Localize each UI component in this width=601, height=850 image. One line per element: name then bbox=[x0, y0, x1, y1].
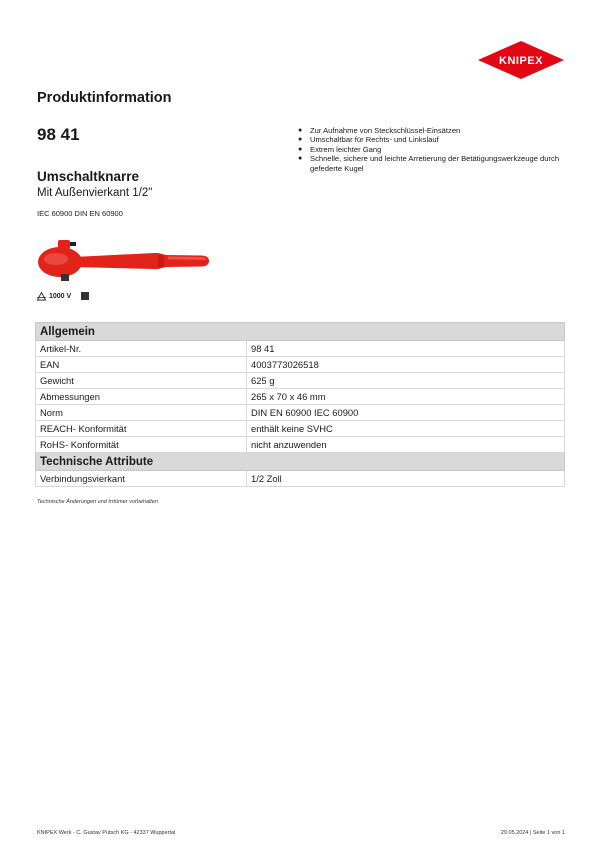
section-title: Allgemein bbox=[36, 323, 565, 341]
row-label: Verbindungsvierkant bbox=[36, 471, 247, 487]
gs-mark-icon bbox=[81, 292, 89, 300]
product-image bbox=[34, 236, 210, 284]
product-name: Umschaltknarre bbox=[37, 169, 140, 184]
feature-item bbox=[296, 145, 566, 154]
table-row bbox=[36, 437, 565, 453]
row-value: enthält keine SVHC bbox=[247, 421, 565, 437]
product-number: 98 41 bbox=[37, 125, 80, 144]
product-norm: IEC 60900 DIN EN 60900 bbox=[37, 209, 123, 218]
section-header bbox=[36, 323, 565, 341]
section-title: Technische Attribute bbox=[36, 453, 565, 471]
product-subtitle: Mit Außenvierkant 1/2" bbox=[37, 187, 153, 199]
knipex-logo-text: KNIPEX bbox=[499, 55, 543, 67]
page-heading: Produktinformation bbox=[37, 90, 172, 106]
row-label: RoHS- Konformität bbox=[36, 437, 247, 453]
voltage-label: 1000 V bbox=[49, 292, 72, 300]
row-value: 625 g bbox=[247, 373, 565, 389]
row-value: 1/2 Zoll bbox=[247, 471, 565, 487]
feature-item bbox=[296, 126, 566, 135]
row-label: Abmessungen bbox=[36, 389, 247, 405]
section-header bbox=[36, 453, 565, 471]
row-value: nicht anzuwenden bbox=[247, 437, 565, 453]
row-value: DIN EN 60900 IEC 60900 bbox=[247, 405, 565, 421]
row-value: 4003773026518 bbox=[247, 357, 565, 373]
footer-company: KNIPEX Werk - C. Gustav Putsch KG - 42337 Wuppertal bbox=[37, 830, 176, 836]
table-row bbox=[36, 421, 565, 437]
table-row bbox=[36, 471, 565, 487]
knipex-logo bbox=[477, 40, 565, 80]
feature-item bbox=[296, 154, 566, 173]
table-row bbox=[36, 373, 565, 389]
disclaimer: Technische Änderungen und Irrtümer vorbehalten bbox=[37, 499, 158, 505]
feature-text: Zur Aufnahme von Steckschlüssel-Einsätzen bbox=[310, 126, 461, 135]
row-label: EAN bbox=[36, 357, 247, 373]
bullet-icon: ● bbox=[298, 136, 303, 144]
row-label: REACH- Konformität bbox=[36, 421, 247, 437]
row-label: Gewicht bbox=[36, 373, 247, 389]
knipex-logo-graphic bbox=[477, 40, 565, 80]
row-value: 98 41 bbox=[247, 341, 565, 357]
feature-text: Schnelle, sichere und leichte Arretierung der Betätigungswerkzeuge durch gefederte Kugel bbox=[310, 154, 560, 173]
feature-list bbox=[296, 126, 566, 173]
insulation-symbol-icon bbox=[37, 292, 46, 301]
ratchet-icon bbox=[34, 236, 210, 284]
table-row bbox=[36, 405, 565, 421]
feature-text: Extrem leichter Gang bbox=[310, 144, 382, 154]
table-row bbox=[36, 389, 565, 405]
footer-page-info: 29.05.2024 | Seite 1 von 1 bbox=[500, 830, 565, 836]
row-label: Norm bbox=[36, 405, 247, 421]
feature-text: Umschaltbar für Rechts- und Linkslauf bbox=[310, 135, 439, 145]
row-label: Artikel-Nr. bbox=[36, 341, 247, 357]
bullet-icon: ● bbox=[298, 145, 303, 153]
feature-item bbox=[296, 135, 566, 144]
table-row bbox=[36, 341, 565, 357]
row-value: 265 x 70 x 46 mm bbox=[247, 389, 565, 405]
voltage-rating bbox=[37, 291, 89, 301]
spec-table bbox=[35, 322, 565, 487]
bullet-icon: ● bbox=[298, 127, 303, 134]
bullet-icon: ● bbox=[298, 155, 303, 163]
table-row bbox=[36, 357, 565, 373]
